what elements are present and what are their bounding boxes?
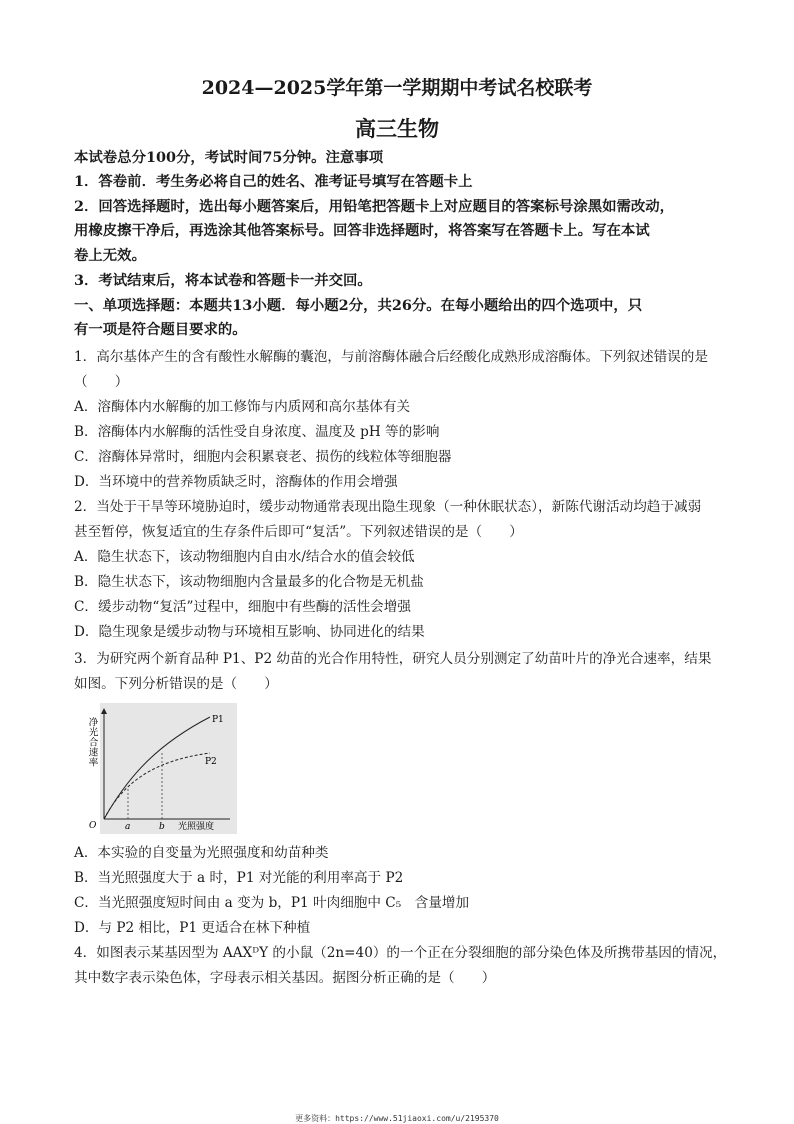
y-axis-label: 净光合速率: [86, 717, 98, 767]
question-stem: 甚至暂停，恢复适宜的生存条件后即可“复活”。下列叙述错误的是（ ）: [74, 524, 523, 540]
notes-line: 卷上无效。: [74, 247, 146, 264]
option-b: B．当光照强度大于 a 时，P1 对光能的利用率高于 P2: [74, 870, 404, 886]
option-d: D．隐生现象是缓步动物与环境相互影响、协同进化的结果: [74, 624, 425, 640]
option-a: A．溶酶体内水解酶的加工修饰与内质网和高尔基体有关: [74, 399, 411, 415]
notes-line: 用橡皮擦干净后，再选涂其他答案标号。回答非选择题时，将答案写在答题卡上。写在本试: [74, 222, 650, 239]
photosynthesis-figure: [86, 703, 237, 834]
notes-line: 3．考试结束后，将本试卷和答题卡一并交回。: [74, 272, 372, 289]
notes-line: 2．回答选择题时，选出每小题答案后，用铅笔把答题卡上对应题目的答案标号涂黑如需改动，: [74, 198, 675, 215]
b-label: b: [159, 822, 165, 832]
question-stem: 如图。下列分析错误的是（ ）: [74, 676, 278, 692]
question-stem: 2．当处于干旱等环境胁迫时，缓步动物通常表现出隐生现象（一种休眠状态），新陈代谢活动均趋于减弱: [74, 499, 702, 515]
section-heading: 有一项是符合题目要求的。: [74, 321, 247, 338]
option-c: C．缓步动物“复活”过程中，细胞中有些酶的活性会增强: [74, 599, 411, 615]
question-stem: 1．高尔基体产生的含有酸性水解酶的囊泡，与前溶酶体融合后经酸化成熟形成溶酶体。下列叙述错误的是: [74, 349, 708, 365]
option-d: D．与 P2 相比，P1 更适合在林下种植: [74, 920, 311, 936]
a-label: a: [125, 822, 131, 832]
section-heading: 一、单项选择题：本题共13小题．每小题2分，共26分。在每小题给出的四个选项中，只: [74, 297, 643, 314]
p2-label: P2: [205, 757, 217, 767]
option-a: A．隐生状态下，该动物细胞内自由水/结合水的值会较低: [74, 549, 415, 565]
footer-link[interactable]: 更多资料：https://www.51jiaoxi.com/u/2195370: [295, 1114, 499, 1123]
option-b: B．隐生状态下，该动物细胞内含量最多的化合物是无机盐: [74, 574, 424, 590]
x-axis-label: 光照强度: [178, 822, 215, 832]
option-c: C．溶酶体异常时，细胞内会积累衰老、损伤的线粒体等细胞器: [74, 449, 452, 465]
question-stem: 4．如图表示某基因型为 AAXᴰY 的小鼠（2n=40）的一个正在分裂细胞的部分染色体及所携带基因的情况，: [74, 945, 727, 961]
option-b: B．溶酶体内水解酶的活性受自身浓度、温度及 pH 等的影响: [74, 424, 440, 440]
exam-subject: 高三生物: [355, 116, 439, 141]
question-stem: （ ）: [74, 374, 129, 390]
origin-label: O: [89, 821, 97, 831]
p1-curve: [104, 717, 210, 819]
exam-title: 2024—2025学年第一学期期中考试名校联考: [201, 77, 593, 99]
notes-line: 1．答卷前．考生务必将自己的姓名、准考证号填写在答题卡上: [74, 173, 473, 190]
option-d: D．当环境中的营养物质缺乏时，溶酶体的作用会增强: [74, 474, 398, 490]
p1-label: P1: [212, 715, 224, 725]
notes-line: 本试卷总分100分，考试时间75分钟。注意事项: [74, 149, 384, 166]
question-stem: 其中数字表示染色体，字母表示相关基因。据图分析正确的是（ ）: [74, 970, 496, 986]
p2-curve: [104, 753, 210, 819]
question-stem: 3．为研究两个新育品种 P1、P2 幼苗的光合作用特性，研究人员分别测定了幼苗叶片的净光合速率，结果: [74, 651, 712, 667]
option-a: A．本实验的自变量为光照强度和幼苗种类: [74, 845, 329, 861]
option-c: C．当光照强度短时间由 a 变为 b，P1 叶肉细胞中 C₅ 含量增加: [74, 895, 470, 911]
